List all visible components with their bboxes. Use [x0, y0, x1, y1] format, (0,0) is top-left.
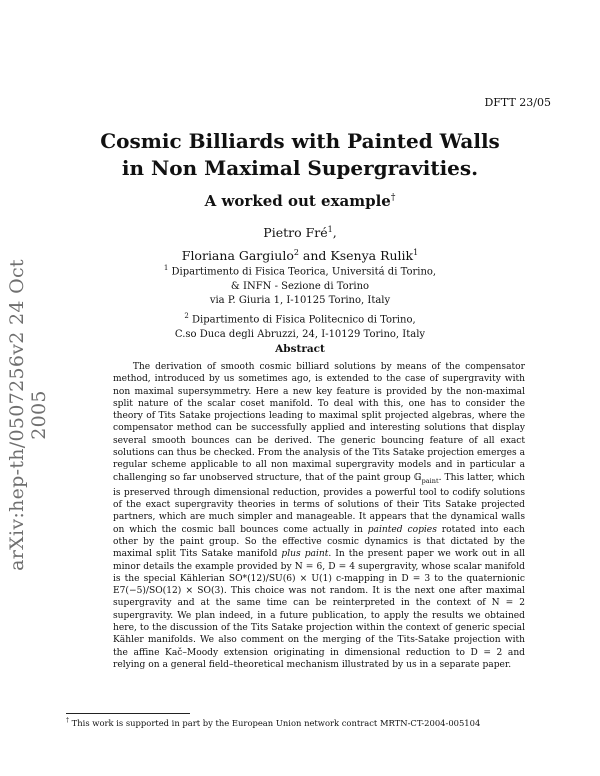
- paint-group-subscript: paint: [421, 476, 439, 485]
- emphasis-plus-paint: plus paint: [281, 549, 329, 560]
- paint-group-symbol: 𝔾: [413, 472, 422, 483]
- paper-subtitle: [0, 192, 600, 210]
- affiliation-mark: 1: [413, 248, 419, 258]
- affiliation-line: & INFN - Sezione di Torino: [230, 280, 370, 292]
- affiliation-mark: 1: [163, 264, 169, 272]
- affiliation-mark: 2: [184, 311, 189, 320]
- abstract-heading: Abstract: [275, 343, 325, 355]
- report-number: DFTT 23/05: [484, 96, 551, 109]
- affiliation-text: Dipartimento di Fisica Politecnico di Torino,: [188, 314, 416, 326]
- affiliation-line: via P. Giuria 1, I-10125 Torino, Italy: [209, 295, 391, 307]
- paper-title: [0, 128, 600, 182]
- footnote-mark: †: [66, 717, 69, 724]
- affiliation-line: C.so Duca degli Abruzzi, 24, I-10129 Torino, Italy: [174, 328, 426, 340]
- affiliation-mark: 1: [327, 225, 333, 234]
- author-name: Pietro Fré: [263, 225, 328, 241]
- affiliation-line: [0, 261, 600, 280]
- subtitle-text: A worked out example: [204, 192, 391, 210]
- author-name: Floriana Gargiulo: [181, 248, 294, 264]
- arxiv-identifier-stamp[interactable]: arXiv:hep-th/0507256v2 24 Oct 2005: [6, 259, 50, 571]
- affiliation-mark: 2: [293, 248, 299, 258]
- title-line-2: in Non Maximal Supergravities.: [121, 156, 479, 180]
- affiliations: [0, 261, 600, 342]
- abstract-text: rotated into each other by the paint group. So the effective cosmic dynamics is that dictated by the maximal split Tits Satake manifold: [113, 524, 525, 560]
- abstract-body: [113, 361, 525, 671]
- footnote-text: This work is supported in part by the European Union network contract MRTN-CT-2004-005104: [69, 717, 481, 728]
- title-line-1: Cosmic Billiards with Painted Walls: [100, 129, 500, 153]
- author-list: [0, 220, 600, 266]
- abstract-text: . In the present paper we work out in all minor details the example provided by N = 6, D = 4 supergravity, whose scalar manifold is the special Kählerian SO*(12)/SU(6) × U(1) c-mapping in D = 3 to the quaternionic E7(−5)/SO(12) × SO(3). This choice was not random. It is the next one after maximal supergravity and at the same time can be reinterpreted in the context of N = 2 supergravity. We plan indeed, in a future publication, to apply the results we obtained here, to the discussion of the Tits Satake projection within the context of generic special Kähler manifolds. We also comment on the merging of the Tits-Satake projection with the affine Kač–Moody extension originating in dimensional reduction to D = 2 and relying on a general field–theoretical mechanism illustrated by us in a separate paper.: [113, 549, 526, 670]
- author-line-1: [0, 220, 600, 243]
- footnote-divider: [66, 713, 190, 714]
- subtitle-footnote-mark[interactable]: †: [390, 193, 396, 203]
- author-separator: ,: [332, 225, 337, 241]
- abstract-text: The derivation of smooth cosmic billiard solutions by means of the compensator method, introduced by us sometimes ago, is extended to the case of supergravity with non maximal supersymmetry. Here a new key feature is provided by the non-maximal split nature of the scalar coset manifold. To deal with this, one has to consider the theory of Tits Satake projections leading to maximal split projected algebras, where the compensator method can be successfully applied and interesting solutions that display several smooth bounces can be derived. The generic bouncing feature of all exact solutions can thus be checked. From the analysis of the Tits Satake projection emerges a regular scheme applicable to all non maximal supergravity models and in particular a challenging so far unobserved structure, that of the paint group: [113, 362, 525, 483]
- abstract-text: . This latter, which is preserved through dimensional reduction, provides a powerful tool to codify solutions of the exact supergravity theories in terms of solutions of their Tits Satake projected partners, which are much simpler and manageable. It appears that the dynamical walls on which the cosmic ball bounces come actually in: [113, 472, 525, 535]
- affiliation-text: Dipartimento di Fisica Teorica, Universitá di Torino,: [168, 266, 437, 278]
- footnote: [66, 717, 546, 728]
- author-name: and Ksenya Rulik: [298, 248, 414, 264]
- emphasis-painted-copies: painted copies: [367, 524, 437, 535]
- affiliation-line: [0, 309, 600, 328]
